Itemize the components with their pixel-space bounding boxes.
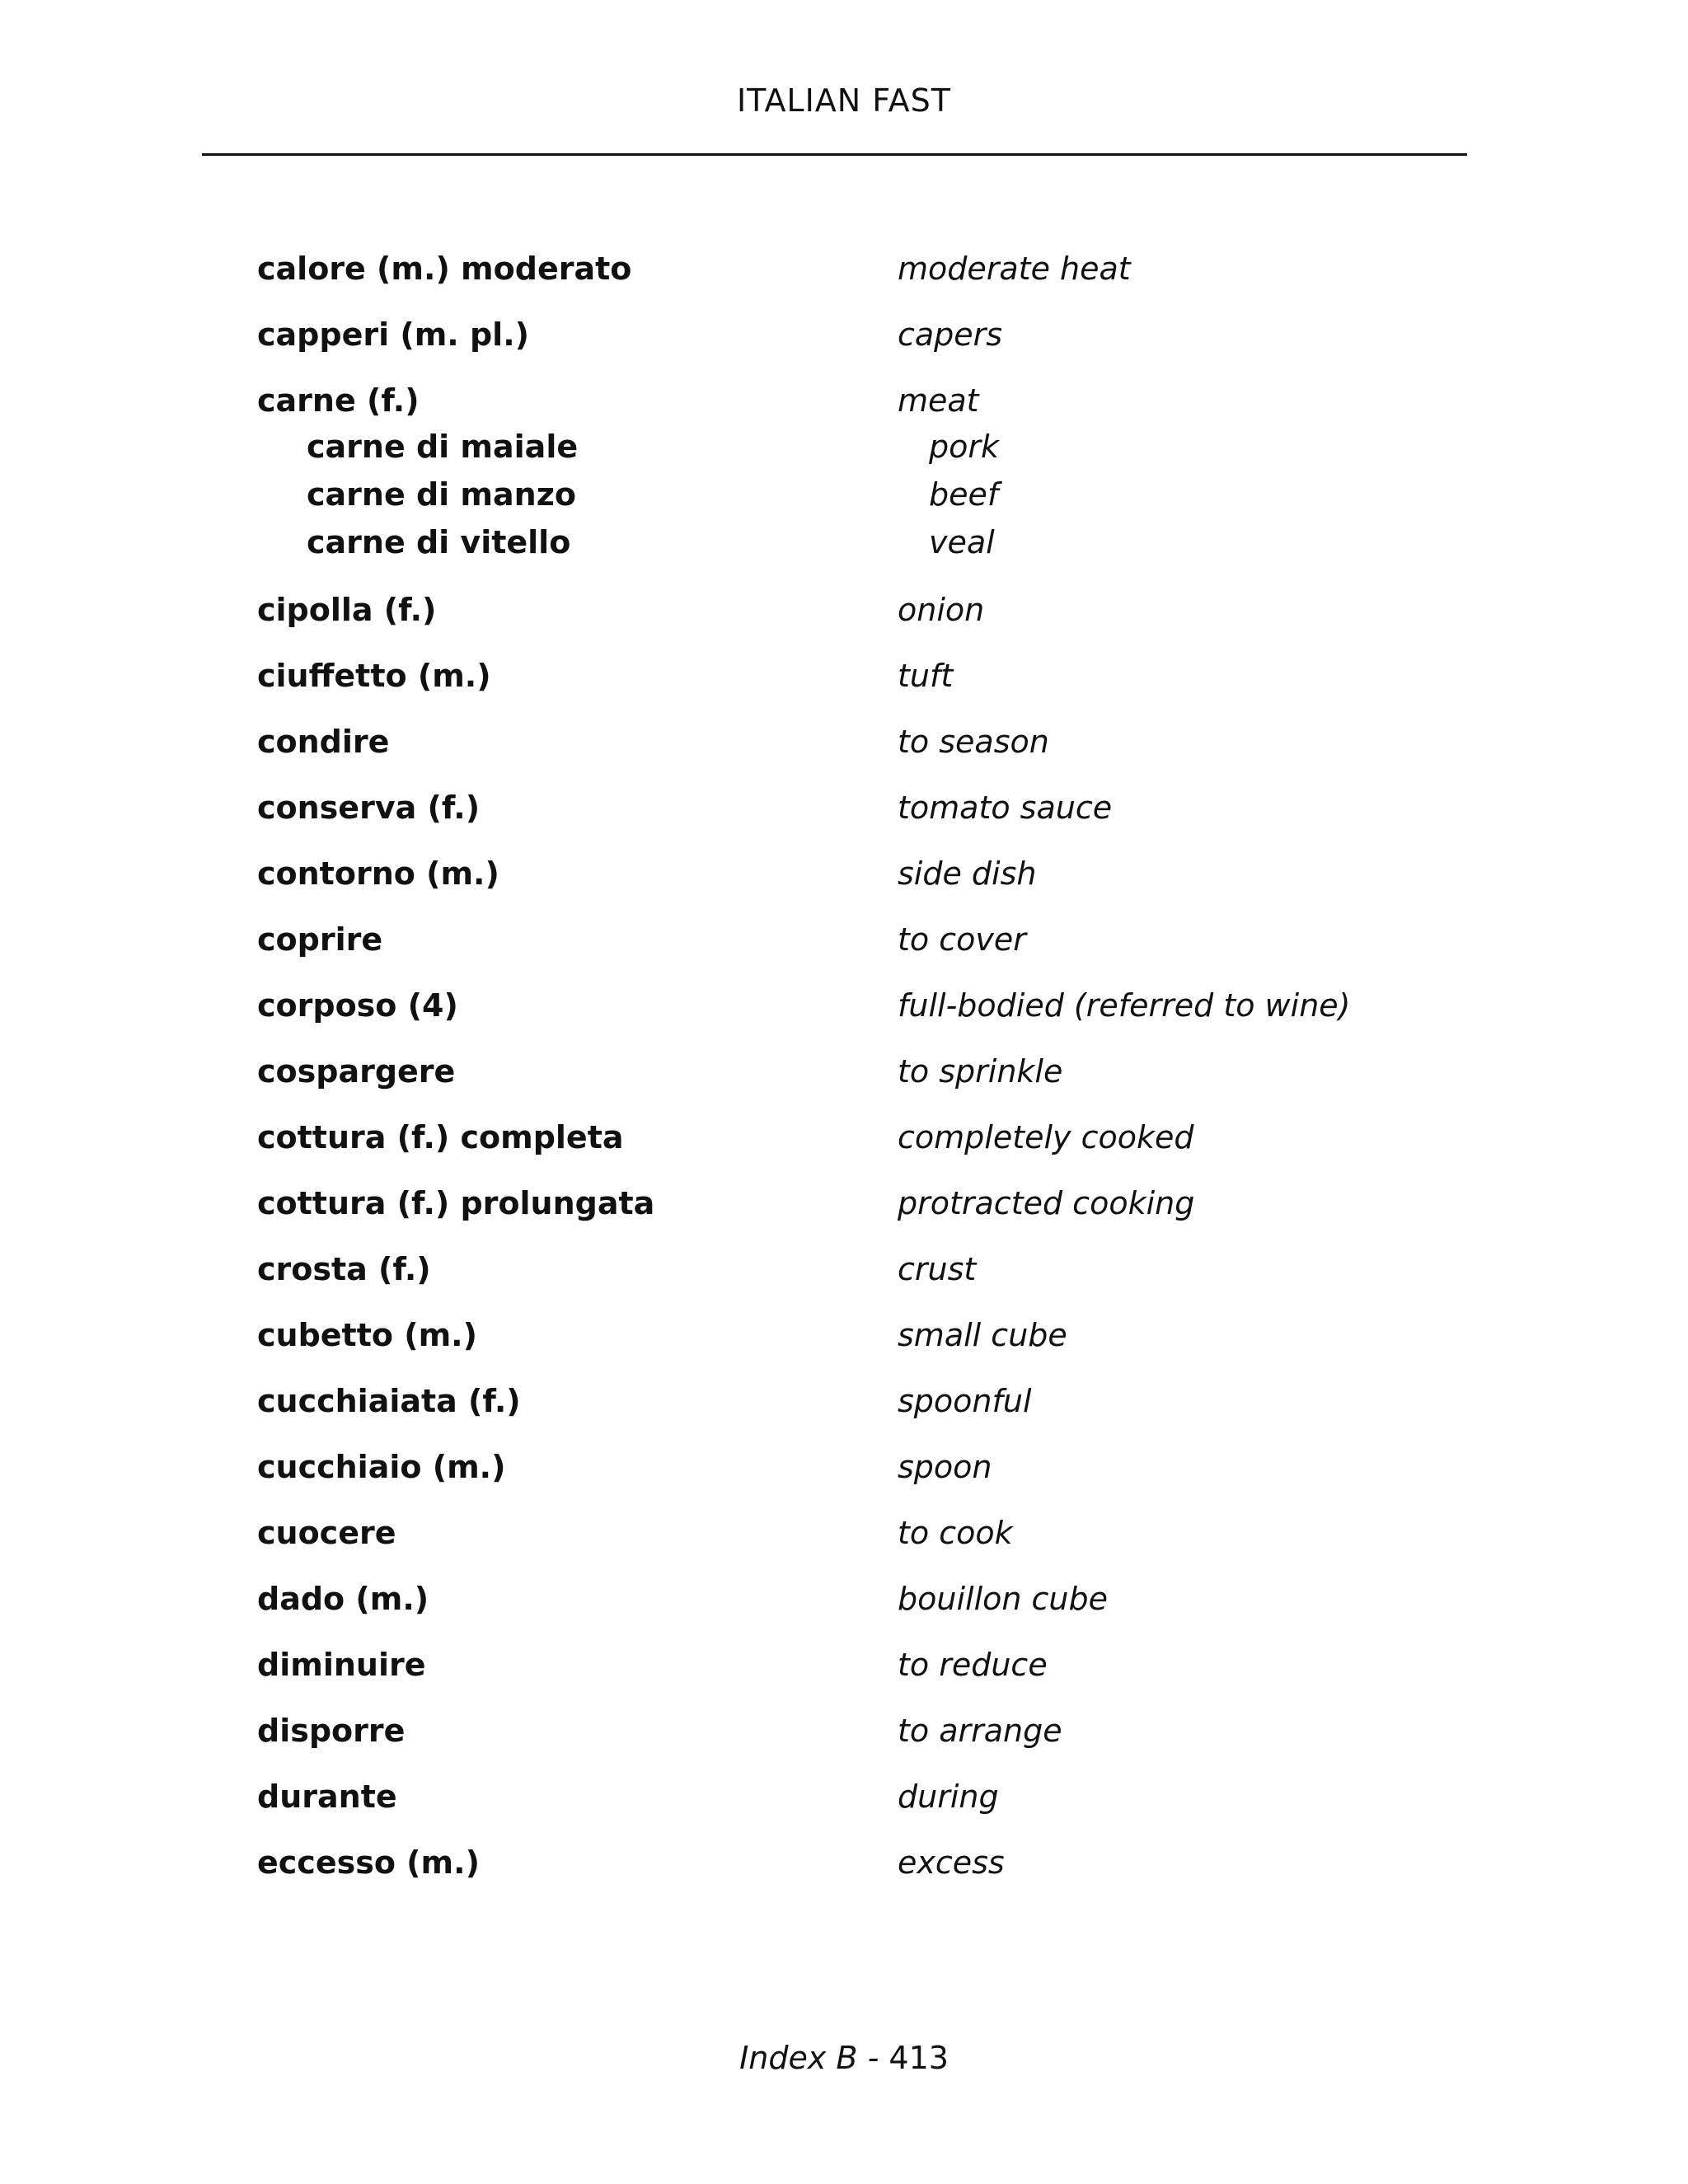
glossary-row (257, 1643, 1493, 1687)
italian-term: cottura (f.) prolungata (257, 1185, 655, 1221)
italian-term: ciuffetto (m.) (257, 658, 491, 694)
glossary-row (257, 1511, 1493, 1555)
glossary-row (257, 852, 1493, 896)
sub-entries (257, 423, 1493, 566)
glossary-entry (257, 720, 1493, 764)
english-meaning: crust (898, 1251, 977, 1287)
english-meaning: tuft (898, 658, 954, 694)
glossary-row (257, 1380, 1493, 1423)
glossary-entry (257, 1050, 1493, 1094)
glossary-row (257, 1314, 1493, 1357)
glossary-entry (257, 1841, 1493, 1885)
glossary-row (257, 1709, 1493, 1753)
glossary-entry (257, 786, 1493, 830)
glossary-entry (257, 918, 1493, 962)
italian-term: cucchiaio (m.) (257, 1449, 506, 1485)
italian-term: cubetto (m.) (257, 1317, 477, 1353)
italian-term: capperi (m. pl.) (257, 316, 529, 353)
italian-term: condire (257, 724, 390, 760)
glossary-entry (257, 1643, 1493, 1687)
italian-term: crosta (f.) (257, 1251, 431, 1287)
glossary-entry (257, 1116, 1493, 1160)
english-meaning: onion (898, 592, 985, 628)
glossary-entry (257, 1248, 1493, 1291)
italian-subterm: carne di maiale (307, 429, 579, 465)
english-meaning: capers (898, 316, 1003, 353)
glossary-subrow (257, 518, 1493, 566)
english-meaning: small cube (898, 1317, 1067, 1353)
glossary-entry (257, 1446, 1493, 1489)
english-meaning: during (898, 1779, 999, 1815)
glossary-row (257, 1248, 1493, 1291)
italian-term: cottura (f.) completa (257, 1119, 624, 1155)
english-meaning: completely cooked (898, 1119, 1194, 1155)
english-meaning: bouillon cube (898, 1581, 1109, 1617)
glossary-row (257, 1050, 1493, 1094)
glossary-entry (257, 313, 1493, 357)
italian-term: coprire (257, 921, 383, 958)
glossary-entry (257, 1775, 1493, 1819)
glossary-entry (257, 588, 1493, 632)
italian-term: diminuire (257, 1647, 426, 1683)
english-meaning: moderate heat (898, 251, 1131, 287)
glossary-entry (257, 654, 1493, 698)
italian-term: corposo (4) (257, 987, 458, 1024)
italian-term: eccesso (m.) (257, 1844, 480, 1881)
glossary-entry (257, 1380, 1493, 1423)
glossary-entry (257, 852, 1493, 896)
page-number: 413 (889, 2040, 949, 2076)
running-head: ITALIAN FAST (736, 82, 952, 119)
italian-subterm: carne di manzo (307, 476, 576, 513)
glossary-row (257, 313, 1493, 357)
italian-term: conserva (f.) (257, 790, 481, 826)
english-meaning: spoonful (898, 1383, 1032, 1419)
italian-term: cospargere (257, 1053, 456, 1090)
glossary-row (257, 1775, 1493, 1819)
italian-term: cipolla (f.) (257, 592, 437, 628)
english-meaning: spoon (898, 1449, 992, 1485)
glossary-entry (257, 1182, 1493, 1226)
glossary-entry (257, 379, 1493, 566)
italian-term: calore (m.) moderato (257, 251, 632, 287)
glossary-entry (257, 247, 1493, 291)
english-meaning: to cook (898, 1515, 1013, 1551)
italian-term: cuocere (257, 1515, 396, 1551)
glossary-entry (257, 1709, 1493, 1753)
glossary-row (257, 247, 1493, 291)
footer-index-label: Index B - (739, 2040, 879, 2076)
glossary-row (257, 1446, 1493, 1489)
glossary-subrow (257, 423, 1493, 471)
italian-term: durante (257, 1779, 397, 1815)
italian-term: carne (f.) (257, 382, 420, 419)
english-meaning: to season (898, 724, 1049, 760)
english-submeaning: pork (929, 429, 999, 465)
italian-term: contorno (m.) (257, 855, 499, 892)
page-footer (0, 2040, 1688, 2076)
english-meaning: side dish (898, 855, 1037, 892)
glossary-row (257, 786, 1493, 830)
italian-term: dado (m.) (257, 1581, 429, 1617)
english-meaning: excess (898, 1844, 1005, 1881)
glossary-row (257, 918, 1493, 962)
glossary-row (257, 588, 1493, 632)
english-meaning: tomato sauce (898, 790, 1113, 826)
glossary-row (257, 1577, 1493, 1621)
glossary-list (257, 247, 1493, 1907)
english-meaning: to reduce (898, 1647, 1048, 1683)
glossary-entry (257, 1511, 1493, 1555)
english-meaning: to cover (898, 921, 1026, 958)
glossary-entry (257, 984, 1493, 1028)
glossary-row (257, 984, 1493, 1028)
glossary-row (257, 379, 1493, 423)
glossary-subrow (257, 471, 1493, 518)
english-meaning: to sprinkle (898, 1053, 1063, 1090)
italian-subterm: carne di vitello (307, 524, 571, 560)
header-rule (202, 153, 1467, 156)
glossary-entry (257, 1314, 1493, 1357)
glossary-row (257, 654, 1493, 698)
italian-term: disporre (257, 1713, 406, 1749)
glossary-row (257, 1182, 1493, 1226)
glossary-row (257, 1841, 1493, 1885)
english-meaning: meat (898, 382, 979, 419)
english-submeaning: beef (929, 476, 999, 513)
english-meaning: protracted cooking (898, 1185, 1195, 1221)
glossary-row (257, 1116, 1493, 1160)
glossary-entry (257, 1577, 1493, 1621)
glossary-row (257, 720, 1493, 764)
italian-term: cucchiaiata (f.) (257, 1383, 521, 1419)
english-meaning: to arrange (898, 1713, 1062, 1749)
english-submeaning: veal (929, 524, 995, 560)
english-meaning: full-bodied (referred to wine) (898, 987, 1351, 1024)
